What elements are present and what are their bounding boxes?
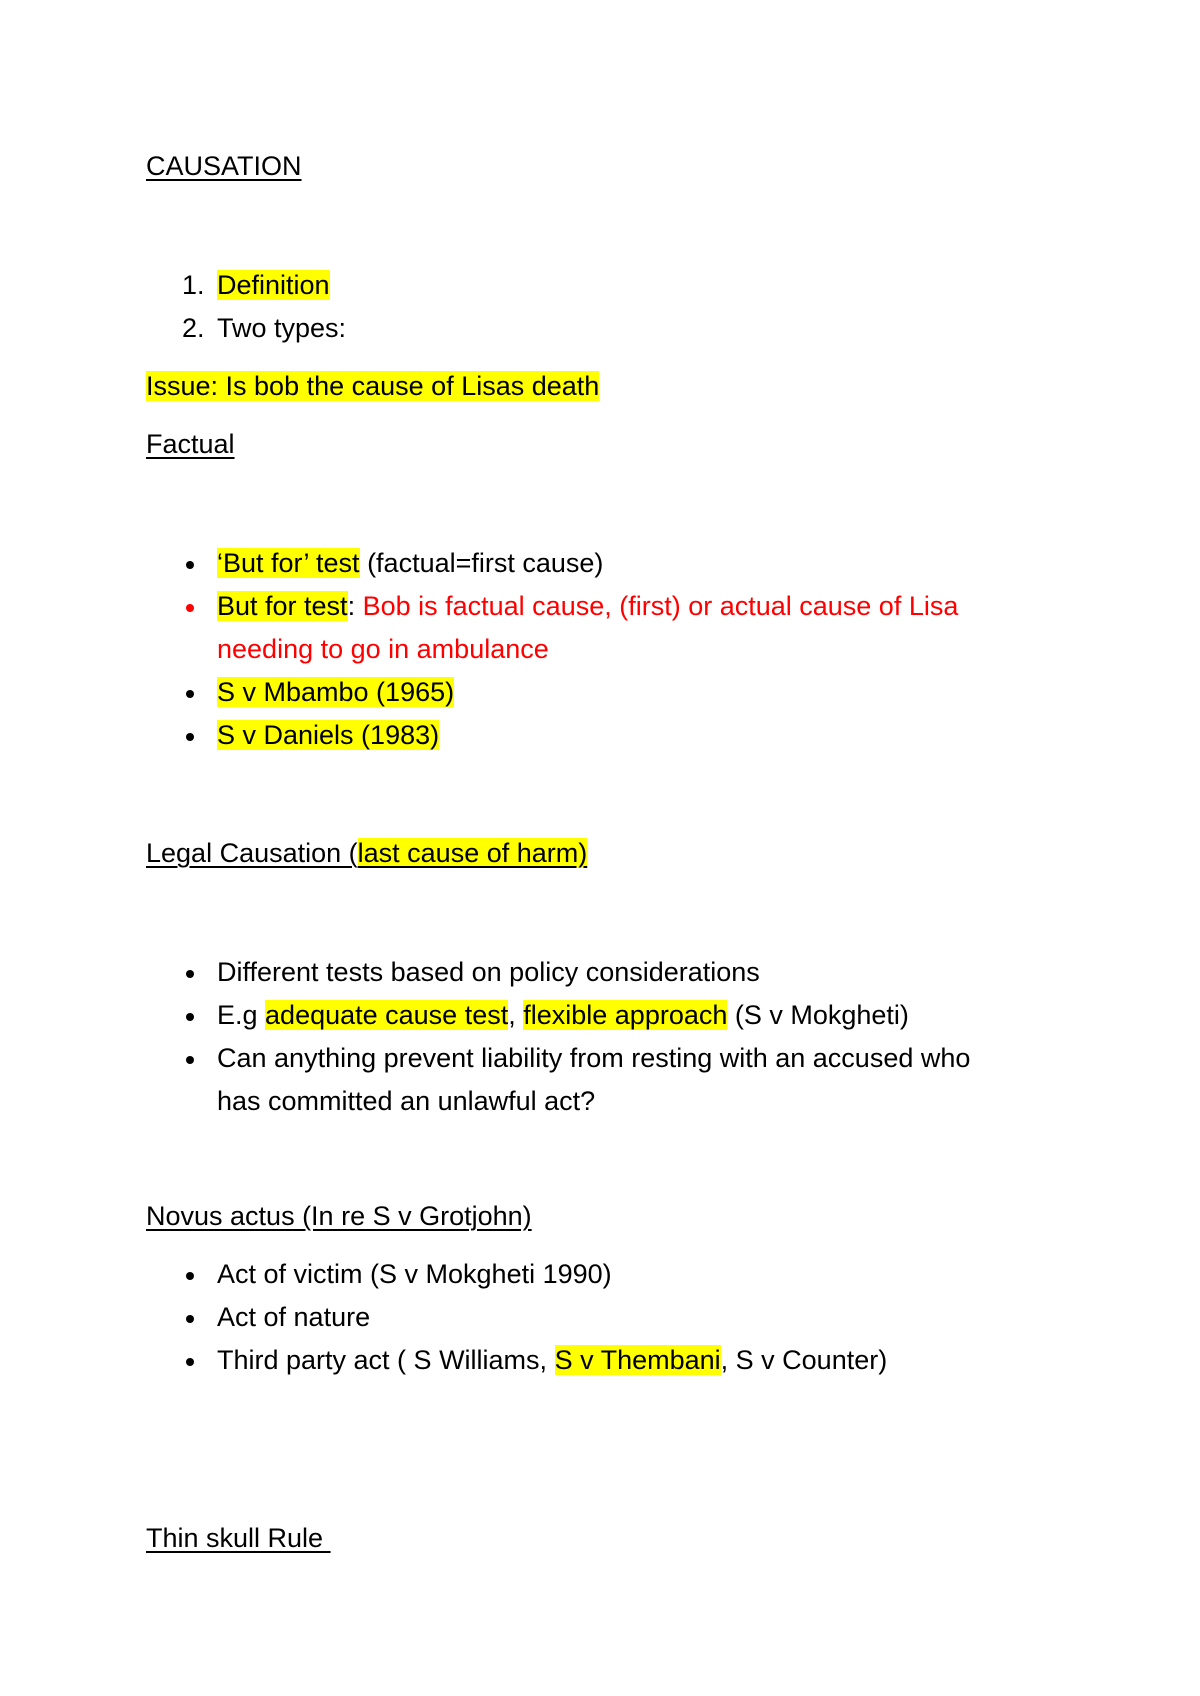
issue-text: Issue: Is bob the cause of Lisas death bbox=[146, 371, 600, 401]
legal-bullet-policy: Different tests based on policy considerations bbox=[217, 957, 760, 987]
bullet-icon bbox=[186, 1272, 194, 1280]
but-for-test-label: But for test bbox=[217, 591, 348, 621]
numbered-item-two-types: Two types: bbox=[217, 313, 347, 343]
bullet-icon bbox=[186, 690, 194, 698]
flexible-approach: flexible approach bbox=[523, 1000, 728, 1030]
list-number-2: 2. bbox=[182, 313, 205, 343]
factual-heading: Factual bbox=[146, 429, 235, 459]
case-daniels: S v Daniels (1983) bbox=[217, 720, 440, 750]
last-cause-highlight: last cause of harm) bbox=[357, 838, 588, 868]
bullet-icon bbox=[186, 733, 194, 741]
factual-bullet-but-for bbox=[217, 547, 603, 579]
bob-factual-cause-continued: needing to go in ambulance bbox=[217, 634, 549, 664]
but-for-test-highlight: ‘But for’ test bbox=[217, 548, 360, 578]
case-thembani: S v Thembani bbox=[554, 1345, 721, 1375]
novus-bullet-third-party bbox=[217, 1344, 887, 1376]
legal-causation-label: Legal Causation ( bbox=[146, 838, 358, 868]
case-mbambo: S v Mbambo (1965) bbox=[217, 677, 455, 707]
thin-skull-heading: Thin skull Rule bbox=[146, 1523, 331, 1553]
factual-bullet-bob bbox=[217, 590, 958, 622]
bullet-icon bbox=[186, 561, 194, 569]
novus-actus-heading: Novus actus (In re S v Grotjohn) bbox=[146, 1201, 532, 1231]
factual-bullet-daniels bbox=[217, 719, 439, 751]
bullet-icon bbox=[186, 1056, 194, 1064]
factual-bullet-mbambo bbox=[217, 676, 454, 708]
comma: , bbox=[508, 1000, 524, 1030]
bullet-icon bbox=[186, 970, 194, 978]
legal-bullet-question: Can anything prevent liability from resting with an accused who bbox=[217, 1043, 971, 1073]
factual-first-cause: (factual=first cause) bbox=[359, 548, 604, 578]
numbered-item-definition bbox=[217, 269, 330, 301]
legal-bullet-question-continued: has committed an unlawful act? bbox=[217, 1086, 596, 1116]
adequate-cause-test: adequate cause test bbox=[265, 1000, 509, 1030]
legal-causation-heading bbox=[146, 837, 587, 869]
third-party-prefix: Third party act ( S Williams, bbox=[217, 1345, 555, 1375]
bob-factual-cause-text: Bob is factual cause, (first) or actual cause of Lisa bbox=[355, 591, 959, 621]
page-title: CAUSATION bbox=[146, 151, 302, 181]
eg-prefix: E.g bbox=[217, 1000, 266, 1030]
colon: : bbox=[347, 591, 356, 621]
legal-bullet-tests bbox=[217, 999, 909, 1031]
bullet-icon bbox=[186, 1358, 194, 1366]
definition-text: Definition bbox=[217, 270, 330, 300]
bullet-icon bbox=[186, 1315, 194, 1323]
novus-bullet-nature: Act of nature bbox=[217, 1302, 371, 1332]
bullet-icon bbox=[186, 1013, 194, 1021]
novus-bullet-victim: Act of victim (S v Mokgheti 1990) bbox=[217, 1259, 612, 1289]
bullet-icon bbox=[186, 604, 194, 612]
list-number-1: 1. bbox=[182, 270, 205, 300]
issue-line bbox=[146, 370, 599, 402]
third-party-suffix: , S v Counter) bbox=[720, 1345, 888, 1375]
mokgheti-ref: (S v Mokgheti) bbox=[727, 1000, 909, 1030]
